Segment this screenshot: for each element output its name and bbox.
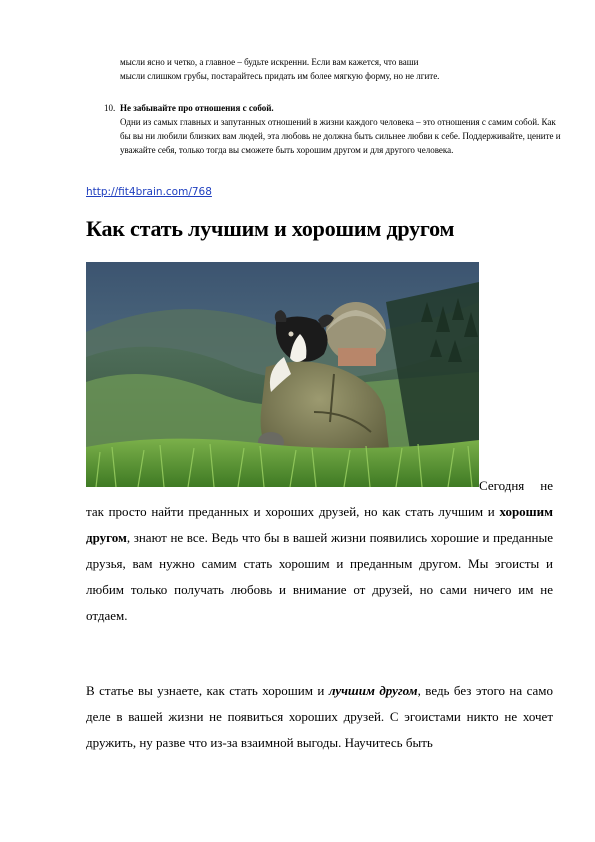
- bold-phrase: хорошим другом: [86, 504, 553, 545]
- article-photo: [86, 262, 479, 487]
- paragraph-intro-start: Сегодня не: [479, 478, 553, 493]
- list-item-text: Одни из самых главных и запутанных отношений в жизни каждого человека – это отношения с самим собой. Как бы вы ни любили близких вам людей, эта любовь не должна быть сильнее любви к себе. Поддерживайте, цените и уважайте себя, только тогда вы сможете быть хорошим другом и для другого человека.: [120, 117, 561, 155]
- text-run: так просто найти преданных и хороших друзей, но как стать лучшим и: [86, 504, 500, 519]
- paragraph-intro: [86, 499, 553, 629]
- list-item-heading: Не забывайте про отношения с собой.: [120, 103, 274, 113]
- list-number: 10.: [104, 103, 116, 113]
- text-line: мысли ясно и четко, а главное – будьте искренни. Если вам кажется, что ваши: [120, 57, 419, 67]
- paragraph-2: [86, 678, 553, 756]
- text-run: , знают не все. Ведь что бы в вашей жизни появились хорошие и преданные друзья, вам нужно самим стать хорошим и преданным другом. Мы эгоисты и любим только получать любовь и внимание от друзей, но сами ничего им не отдаем.: [86, 530, 553, 623]
- boy-with-dog-photo: [86, 262, 479, 487]
- list-item-10: [104, 101, 564, 157]
- text-line: мысли слишком грубы, постарайтесь придать им более мягкую форму, но не лгите.: [120, 71, 440, 81]
- text-run: В статье вы узнаете, как стать хорошим и: [86, 683, 329, 698]
- text-run: , ведь без этого на само деле в вашей жизни не появиться хороших друзей. С эгоистами никто не хочет дружить, ну разве что из-за взаимной выгоды. Научитесь быть: [86, 683, 553, 750]
- source-link[interactable]: http://fit4brain.com/768: [86, 186, 212, 198]
- article-title: Как стать лучшим и хорошим другом: [86, 216, 455, 241]
- italic-phrase: лучшим другом: [328, 683, 418, 698]
- list-item-9-continuation: [120, 55, 560, 83]
